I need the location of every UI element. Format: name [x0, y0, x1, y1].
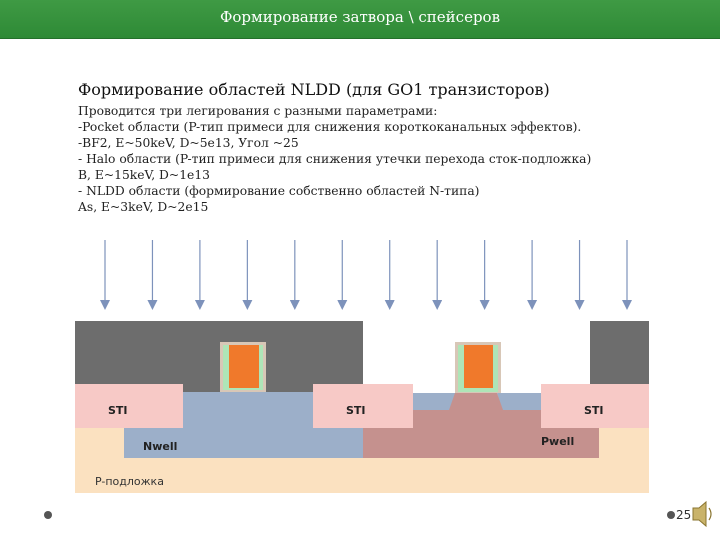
right-gate-poly [464, 345, 493, 388]
resist-mask-right [590, 321, 649, 384]
nldd-region [497, 393, 541, 410]
left-gate-poly [229, 345, 259, 388]
substrate-label: P-подложка [95, 475, 164, 488]
body-line: -Pocket области (P-тип примеси для снижения короткоканальных эффектов). [78, 120, 582, 134]
resist-mask-left [75, 321, 363, 384]
speaker-icon[interactable] [693, 502, 711, 526]
nwell-label: Nwell [143, 440, 178, 453]
page-number: 25 [676, 508, 692, 522]
sti-left [75, 384, 183, 428]
sti-middle-label: STI [346, 404, 366, 417]
pwell-bump [449, 393, 503, 410]
body-line: B, E~15keV, D~1e13 [78, 168, 210, 182]
body-line: - NLDD области (формирование собственно областей N-типа) [78, 184, 480, 198]
nwell-active [183, 392, 313, 432]
slide-title: Формирование затвора \ спейсеров [219, 8, 501, 26]
body-line: - Halo области (P-тип примеси для снижения утечки перехода сток-подложка) [78, 152, 592, 166]
slide-heading: Формирование областей NLDD (для GO1 транзисторов) [78, 80, 550, 99]
body-line: Проводится три легирования с разными параметрами: [78, 104, 438, 118]
body-line: -BF2, E~50keV, D~5e13, Угол ~25 [78, 136, 299, 150]
implant-arrows [105, 240, 627, 305]
footer-dot-left [44, 511, 52, 519]
sti-right-label: STI [584, 404, 604, 417]
sti-left-label: STI [108, 404, 128, 417]
footer-dot-right [667, 511, 675, 519]
body-line: As, E~3keV, D~2e15 [78, 200, 209, 214]
pwell-label: Pwell [541, 435, 575, 448]
